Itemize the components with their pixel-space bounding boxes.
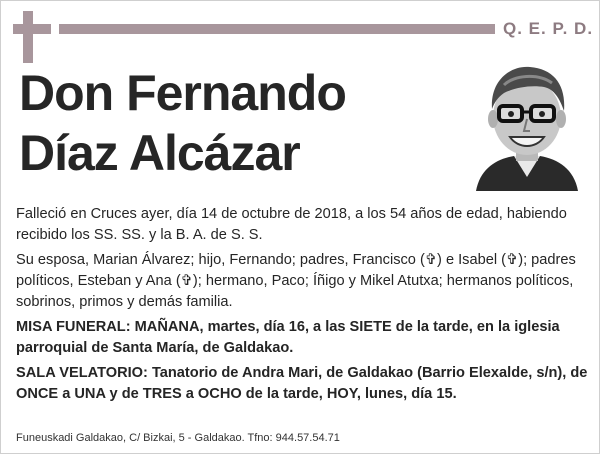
portrait-photo bbox=[474, 59, 580, 191]
funeral-home-footer: Funeuskadi Galdakao, C/ Bizkai, 5 - Galdakao. Tfno: 944.57.54.71 bbox=[16, 432, 340, 444]
qepd-label: Q. E. P. D. bbox=[503, 19, 594, 38]
name-line-2: Díaz Alcázar bbox=[19, 125, 300, 181]
cross-icon bbox=[13, 11, 51, 63]
wake-room: SALA VELATORIO: Tanatorio de Andra Mari, de Galdakao (Barrio Elexalde, s/n), de ONCE a UNA y de TRES a OCHO de la tarde, HOY, lunes, día 15. bbox=[16, 365, 588, 402]
funeral-mass: MISA FUNERAL: MAÑANA, martes, día 16, a las SIETE de la tarde, en la iglesia parroquial de Santa María, de Galdakao. bbox=[16, 319, 560, 356]
name-line-1: Don Fernando bbox=[19, 65, 346, 121]
family-list: Su esposa, Marian Álvarez; hijo, Fernando; padres, Francisco (✞) e Isabel (✞); padres políticos, Esteban y Ana (✞); hermano, Paco; Íñigo y Mikel Atutxa; hermanos políticos, sobrinos, primos y demás familia. bbox=[16, 252, 576, 310]
obituary-body bbox=[16, 204, 591, 409]
death-announcement: Falleció en Cruces ayer, día 14 de octubre de 2018, a los 54 años de edad, habiendo recibido los SS. SS. y la B. A. de S. S. bbox=[16, 206, 567, 243]
header-rule bbox=[59, 24, 495, 34]
deceased-name bbox=[19, 63, 459, 183]
